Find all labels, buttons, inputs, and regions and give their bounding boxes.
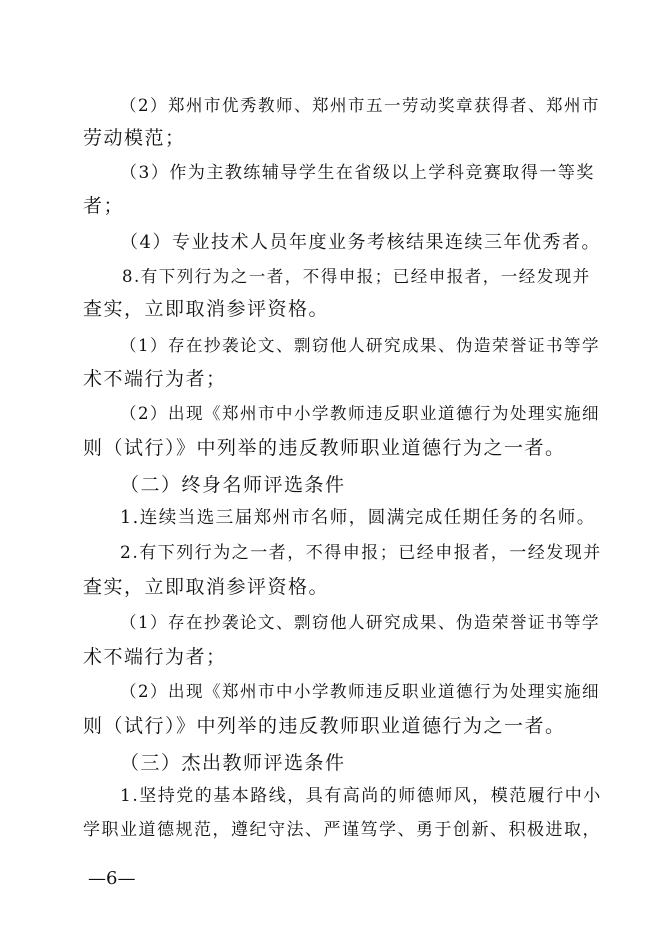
page-number: —6— [88, 868, 136, 889]
